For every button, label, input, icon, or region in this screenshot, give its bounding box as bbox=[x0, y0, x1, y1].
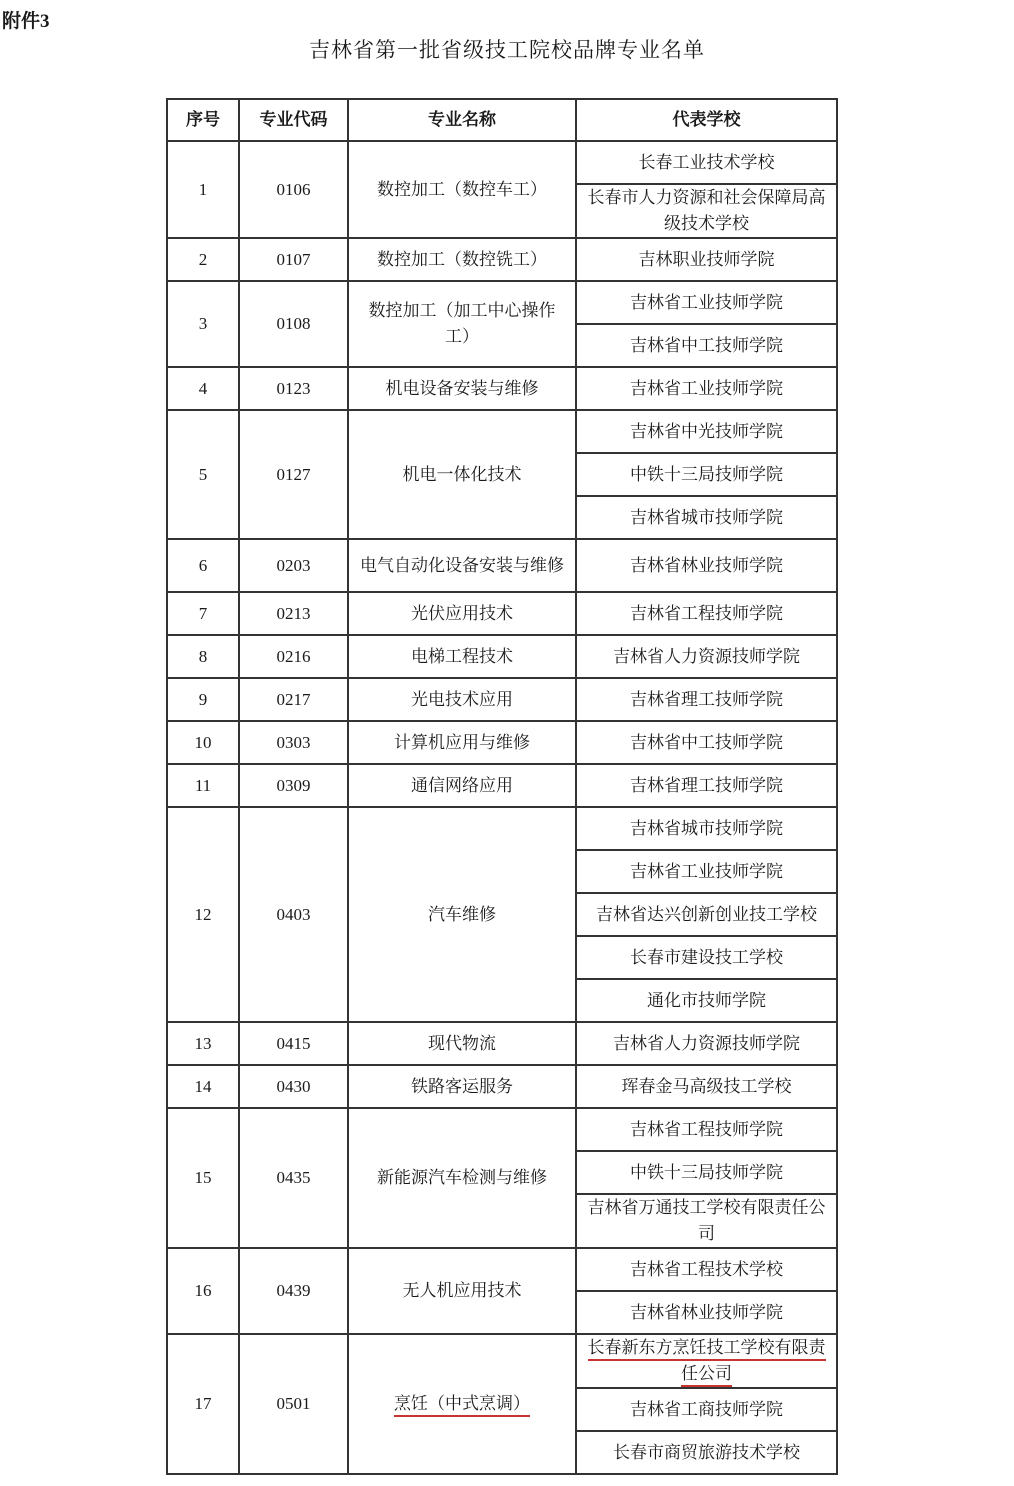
school-name: 吉林省工程技师学院 bbox=[630, 1119, 783, 1140]
school-name: 吉林省理工技师学院 bbox=[630, 775, 783, 796]
school-cell bbox=[576, 635, 837, 678]
major-name-cell bbox=[348, 764, 576, 807]
school-cell bbox=[576, 764, 837, 807]
row-number-cell-text: 7 bbox=[198, 603, 208, 623]
table-row bbox=[167, 807, 837, 850]
school-name: 中铁十三局技师学院 bbox=[630, 464, 783, 485]
school-name: 吉林省城市技师学院 bbox=[630, 818, 783, 839]
table-row bbox=[167, 281, 837, 324]
school-name: 吉林省林业技师学院 bbox=[630, 555, 783, 576]
major-name-cell bbox=[348, 410, 576, 539]
major-name-cell-text: 计算机应用与维修 bbox=[394, 732, 530, 753]
school-name: 吉林省工程技师学院 bbox=[630, 603, 783, 624]
major-code-cell bbox=[239, 807, 348, 1022]
school-name: 通化市技师学院 bbox=[647, 990, 766, 1011]
school-cell bbox=[576, 324, 837, 367]
school-cell bbox=[576, 410, 837, 453]
row-number-cell-text: 5 bbox=[198, 464, 208, 484]
major-code-cell-text: 0439 bbox=[276, 1281, 311, 1300]
school-name: 吉林省中工技师学院 bbox=[630, 732, 783, 753]
school-cell bbox=[576, 1065, 837, 1108]
school-name: 吉林省工业技师学院 bbox=[630, 861, 783, 882]
row-number-cell-text: 16 bbox=[194, 1281, 212, 1300]
major-code-cell-text: 0217 bbox=[276, 689, 311, 709]
school-name: 吉林省达兴创新创业技工学校 bbox=[596, 904, 817, 925]
row-number-cell bbox=[167, 1065, 239, 1108]
major-name-cell bbox=[348, 635, 576, 678]
major-name-cell bbox=[348, 281, 576, 367]
school-cell bbox=[576, 1194, 837, 1248]
major-code-cell bbox=[239, 721, 348, 764]
major-name-cell-text: 通信网络应用 bbox=[411, 775, 513, 796]
table-row bbox=[167, 635, 837, 678]
major-code-cell bbox=[239, 1108, 348, 1248]
page-title: 吉林省第一批省级技工院校品牌专业名单 bbox=[309, 38, 705, 62]
row-number-cell-text: 15 bbox=[194, 1168, 212, 1187]
school-name: 吉林职业技师学院 bbox=[638, 249, 775, 270]
school-cell bbox=[576, 1291, 837, 1334]
major-name-cell-text: 现代物流 bbox=[428, 1033, 496, 1054]
major-code-cell-text: 0403 bbox=[276, 904, 311, 924]
school-name: 吉林省理工技师学院 bbox=[630, 689, 783, 710]
school-name: 吉林省万通技工学校有限责任公司 bbox=[587, 1198, 826, 1244]
school-name: 长春工业技术学校 bbox=[638, 152, 775, 173]
major-name-cell bbox=[348, 1022, 576, 1065]
row-number-cell bbox=[167, 367, 239, 410]
major-code-cell bbox=[239, 678, 348, 721]
row-number-cell bbox=[167, 592, 239, 635]
school-cell bbox=[576, 1022, 837, 1065]
table-row bbox=[167, 1248, 837, 1291]
major-code-cell-text: 0107 bbox=[276, 249, 311, 269]
major-name-cell-text: 数控加工（加工中心操作工） bbox=[368, 301, 556, 347]
school-name: 珲春金马高级技工学校 bbox=[621, 1076, 792, 1097]
major-name-cell bbox=[348, 592, 576, 635]
row-number-cell bbox=[167, 678, 239, 721]
table-body bbox=[167, 141, 837, 1474]
major-name-cell bbox=[348, 807, 576, 1022]
school-name: 长春市商贸旅游技术学校 bbox=[613, 1442, 800, 1463]
major-name-cell bbox=[348, 238, 576, 281]
major-name-cell bbox=[348, 678, 576, 721]
table-row bbox=[167, 592, 837, 635]
major-name-cell-text: 光电技术应用 bbox=[411, 689, 513, 710]
major-code-cell bbox=[239, 141, 348, 238]
row-number-cell-text: 11 bbox=[194, 775, 212, 795]
major-name-cell-text: 数控加工（数控车工） bbox=[377, 179, 547, 200]
row-number-cell bbox=[167, 1108, 239, 1248]
school-name: 长春新东方烹饪技工学校有限责任公司 bbox=[588, 1338, 826, 1387]
major-name-cell-text: 铁路客运服务 bbox=[411, 1076, 513, 1097]
major-name-cell-text: 无人机应用技术 bbox=[402, 1281, 522, 1301]
table-header-row bbox=[167, 99, 837, 141]
row-number-cell-text: 14 bbox=[194, 1076, 212, 1096]
row-number-cell-text: 17 bbox=[194, 1394, 212, 1413]
major-code-cell-text: 0213 bbox=[276, 603, 311, 623]
major-code-cell bbox=[239, 1334, 348, 1474]
row-number-cell-text: 12 bbox=[194, 904, 212, 924]
major-code-cell bbox=[239, 764, 348, 807]
row-number-cell bbox=[167, 1022, 239, 1065]
header-no: 序号 bbox=[167, 99, 239, 141]
row-number-cell-text: 9 bbox=[198, 689, 208, 709]
major-code-cell bbox=[239, 539, 348, 592]
major-code-cell-text: 0127 bbox=[276, 464, 311, 484]
table-row bbox=[167, 1334, 837, 1388]
school-name: 长春市人力资源和社会保障局高级技术学校 bbox=[587, 188, 826, 234]
major-code-cell bbox=[239, 367, 348, 410]
major-code-cell bbox=[239, 1022, 348, 1065]
school-cell bbox=[576, 496, 837, 539]
major-name-cell bbox=[348, 1108, 576, 1248]
row-number-cell bbox=[167, 1248, 239, 1334]
school-name: 吉林省工业技师学院 bbox=[630, 292, 783, 313]
row-number-cell bbox=[167, 238, 239, 281]
major-name-cell-text: 电气自动化设备安装与维修 bbox=[360, 555, 564, 576]
school-cell bbox=[576, 539, 837, 592]
table-row bbox=[167, 1065, 837, 1108]
table-row bbox=[167, 238, 837, 281]
row-number-cell-text: 3 bbox=[198, 314, 208, 333]
header-code: 专业代码 bbox=[239, 99, 348, 141]
school-cell bbox=[576, 807, 837, 850]
school-cell bbox=[576, 721, 837, 764]
school-cell bbox=[576, 238, 837, 281]
school-cell bbox=[576, 1248, 837, 1291]
major-code-cell bbox=[239, 281, 348, 367]
row-number-cell-text: 4 bbox=[198, 378, 208, 398]
table-row bbox=[167, 678, 837, 721]
attachment-label: 附件3 bbox=[2, 11, 50, 32]
row-number-cell-text: 6 bbox=[198, 555, 208, 575]
major-name-cell-text: 电梯工程技术 bbox=[411, 646, 513, 667]
school-cell bbox=[576, 453, 837, 496]
table-row bbox=[167, 539, 837, 592]
table-row bbox=[167, 764, 837, 807]
row-number-cell-text: 1 bbox=[198, 179, 208, 199]
row-number-cell bbox=[167, 1334, 239, 1474]
row-number-cell bbox=[167, 281, 239, 367]
row-number-cell-text: 13 bbox=[194, 1033, 212, 1053]
row-number-cell bbox=[167, 539, 239, 592]
school-cell bbox=[576, 1431, 837, 1474]
table-row bbox=[167, 141, 837, 184]
major-code-cell-text: 0108 bbox=[276, 314, 311, 333]
major-code-cell-text: 0309 bbox=[276, 775, 311, 795]
school-cell bbox=[576, 1108, 837, 1151]
school-name: 吉林省工程技术学校 bbox=[630, 1259, 783, 1280]
school-cell bbox=[576, 367, 837, 410]
table-row bbox=[167, 721, 837, 764]
major-code-cell-text: 0123 bbox=[276, 378, 311, 398]
row-number-cell-text: 2 bbox=[198, 249, 208, 269]
school-cell bbox=[576, 141, 837, 184]
major-name-cell-text: 机电设备安装与维修 bbox=[385, 378, 539, 399]
table-row bbox=[167, 1108, 837, 1151]
major-name-cell bbox=[348, 539, 576, 592]
school-cell bbox=[576, 893, 837, 936]
major-name-cell bbox=[348, 367, 576, 410]
school-name: 吉林省中光技师学院 bbox=[630, 421, 783, 442]
major-code-cell bbox=[239, 635, 348, 678]
school-name: 吉林省人力资源技师学院 bbox=[613, 1033, 800, 1054]
school-name: 吉林省工业技师学院 bbox=[630, 378, 783, 399]
school-name: 吉林省工商技师学院 bbox=[630, 1399, 783, 1420]
row-number-cell bbox=[167, 141, 239, 238]
major-name-cell bbox=[348, 1248, 576, 1334]
row-number-cell-text: 8 bbox=[198, 646, 208, 666]
majors-table bbox=[166, 98, 838, 1475]
table-row bbox=[167, 1022, 837, 1065]
school-cell bbox=[576, 184, 837, 238]
row-number-cell bbox=[167, 764, 239, 807]
school-cell bbox=[576, 1334, 837, 1388]
school-name: 吉林省城市技师学院 bbox=[630, 507, 783, 528]
header-major: 专业名称 bbox=[348, 99, 576, 141]
row-number-cell bbox=[167, 807, 239, 1022]
major-name-cell-text: 光伏应用技术 bbox=[411, 603, 513, 624]
school-name: 吉林省林业技师学院 bbox=[630, 1302, 783, 1323]
major-name-cell bbox=[348, 1334, 576, 1474]
school-cell bbox=[576, 592, 837, 635]
row-number-cell bbox=[167, 410, 239, 539]
major-name-cell bbox=[348, 141, 576, 238]
major-code-cell-text: 0303 bbox=[276, 732, 311, 752]
row-number-cell bbox=[167, 721, 239, 764]
major-name-cell-text: 机电一体化技术 bbox=[402, 464, 522, 485]
school-name: 中铁十三局技师学院 bbox=[630, 1162, 783, 1183]
school-cell bbox=[576, 936, 837, 979]
major-code-cell-text: 0435 bbox=[276, 1168, 311, 1187]
header-school: 代表学校 bbox=[576, 99, 837, 141]
school-cell bbox=[576, 1151, 837, 1194]
school-cell bbox=[576, 979, 837, 1022]
school-cell bbox=[576, 850, 837, 893]
major-code-cell-text: 0216 bbox=[276, 646, 311, 666]
school-name: 吉林省中工技师学院 bbox=[630, 335, 783, 356]
major-name-cell bbox=[348, 1065, 576, 1108]
major-code-cell bbox=[239, 1065, 348, 1108]
school-cell bbox=[576, 1388, 837, 1431]
school-cell bbox=[576, 678, 837, 721]
row-number-cell-text: 10 bbox=[194, 732, 212, 752]
major-name-cell-text: 新能源汽车检测与维修 bbox=[377, 1168, 547, 1188]
row-number-cell bbox=[167, 635, 239, 678]
school-cell bbox=[576, 281, 837, 324]
table-row bbox=[167, 410, 837, 453]
major-name-cell-text: 数控加工（数控铣工） bbox=[377, 249, 547, 270]
table-row bbox=[167, 367, 837, 410]
school-name: 吉林省人力资源技师学院 bbox=[613, 646, 800, 667]
major-code-cell bbox=[239, 1248, 348, 1334]
major-name-cell bbox=[348, 721, 576, 764]
major-code-cell-text: 0203 bbox=[276, 555, 311, 575]
major-name-cell-text: 汽车维修 bbox=[428, 904, 496, 925]
major-code-cell bbox=[239, 592, 348, 635]
major-name-cell-text: 烹饪（中式烹调） bbox=[394, 1394, 530, 1417]
major-code-cell-text: 0430 bbox=[276, 1076, 311, 1096]
major-code-cell bbox=[239, 238, 348, 281]
major-code-cell-text: 0415 bbox=[276, 1033, 311, 1053]
major-code-cell-text: 0106 bbox=[276, 179, 311, 199]
major-code-cell-text: 0501 bbox=[276, 1394, 311, 1413]
major-code-cell bbox=[239, 410, 348, 539]
school-name: 长春市建设技工学校 bbox=[630, 947, 783, 968]
